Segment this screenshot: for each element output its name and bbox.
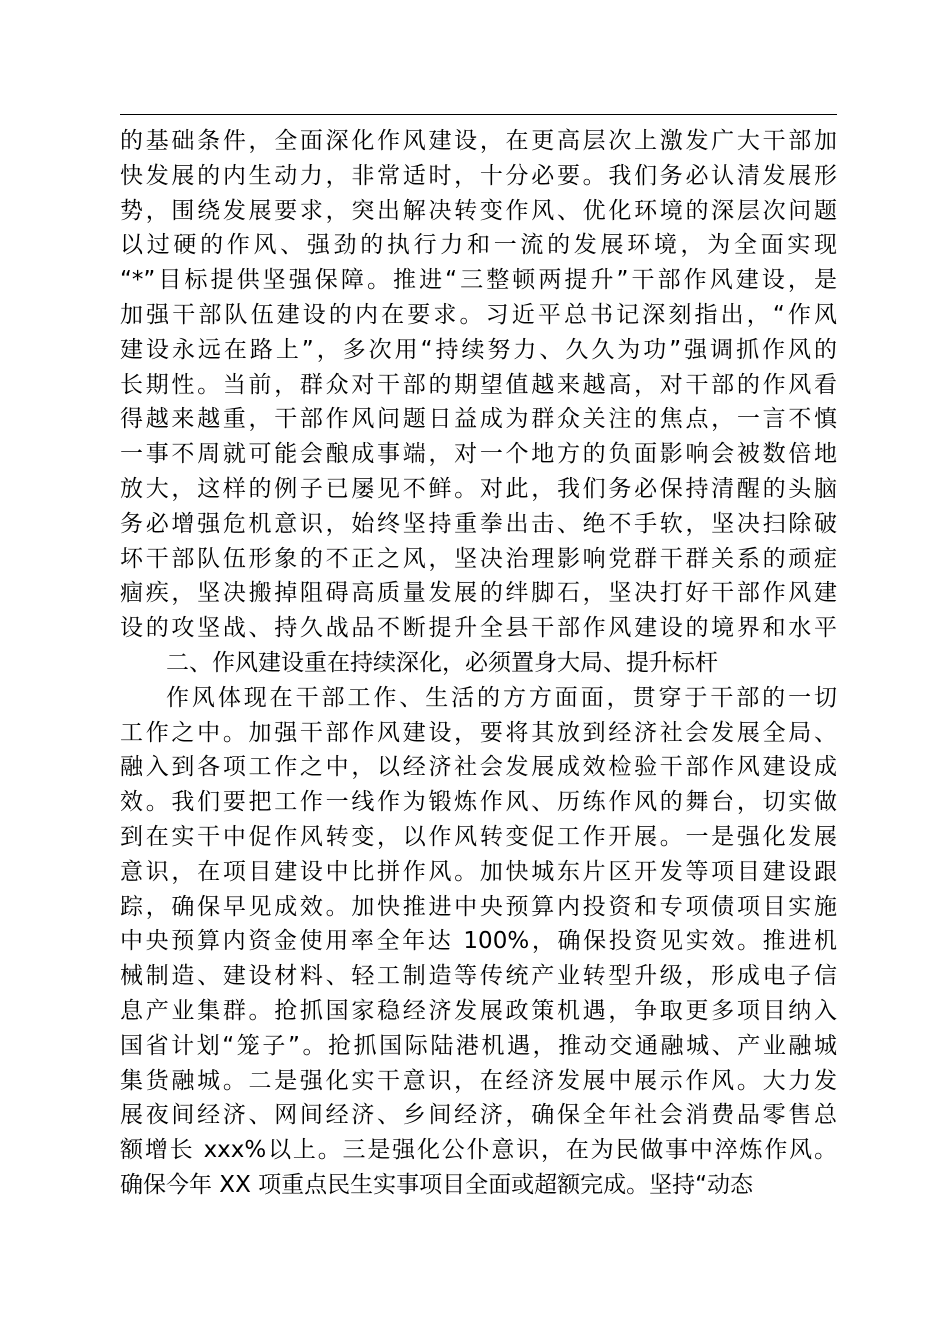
text-line: 设的攻坚战、持久战品不断提升全县干部作风建设的境界和水平 bbox=[120, 615, 837, 642]
text-line: 展夜间经济、网间经济、乡间经济，确保全年社会消费品零售总 bbox=[120, 1102, 837, 1129]
text-line: 务必增强危机意识，始终坚持重拳出击、绝不手软，坚决扫除破 bbox=[120, 510, 837, 537]
text-line: 以过硬的作风、强劲的执行力和一流的发展环境，为全面实现 bbox=[120, 232, 837, 259]
text-line: 快发展的内生动力，非常适时，十分必要。我们务必认清发展形 bbox=[120, 162, 837, 189]
text-line: 工作之中。加强干部作风建设，要将其放到经济社会发展全局、 bbox=[120, 719, 837, 746]
header-rule bbox=[120, 114, 837, 115]
text-line: 放大，这样的例子已屡见不鲜。对此，我们务必保持清醒的头脑 bbox=[120, 475, 837, 502]
text-line: 集货融城。二是强化实干意识，在经济发展中展示作风。大力发 bbox=[120, 1067, 837, 1094]
text-line: 确保今年 XX 项重点民生实事项目全面或超额完成。坚持“动态 bbox=[120, 1171, 754, 1198]
section-heading: 二、作风建设重在持续深化，必须置身大局、提升标杆 bbox=[166, 649, 718, 676]
text-line: 意识，在项目建设中比拼作风。加快城东片区开发等项目建设跟 bbox=[120, 858, 837, 885]
document-body bbox=[120, 124, 837, 1203]
text-line: 坏干部队伍形象的不正之风，坚决治理影响党群干群关系的顽症 bbox=[120, 545, 837, 572]
text-line: 的基础条件，全面深化作风建设，在更高层次上激发广大干部加 bbox=[120, 128, 837, 154]
text-line: 到在实干中促作风转变，以作风转变促工作开展。一是强化发展 bbox=[120, 823, 837, 850]
text-line: 效。我们要把工作一线作为锻炼作风、历练作风的舞台，切实做 bbox=[120, 789, 837, 816]
text-line: 作风体现在干部工作、生活的方方面面，贯穿于干部的一切 bbox=[166, 684, 837, 711]
text-line: 势，围绕发展要求，突出解决转变作风、优化环境的深层次问题 bbox=[120, 197, 837, 224]
text-line: 国省计划“笼子”。抢抓国际陆港机遇，推动交通融城、产业融城 bbox=[120, 1032, 837, 1059]
text-line: 息产业集群。抢抓国家稳经济发展政策机遇，争取更多项目纳入 bbox=[120, 997, 837, 1024]
text-line: 建设永远在路上”，多次用“持续努力、久久为功”强调抓作风的 bbox=[120, 336, 837, 363]
text-line: 得越来越重，干部作风问题日益成为群众关注的焦点，一言不慎 bbox=[120, 406, 837, 433]
text-line: 融入到各项工作之中，以经济社会发展成效检验干部作风建设成 bbox=[120, 754, 837, 781]
text-line: 加强干部队伍建设的内在要求。习近平总书记深刻指出，“作风 bbox=[120, 301, 837, 328]
text-line: 长期性。当前，群众对干部的期望值越来越高，对干部的作风看 bbox=[120, 371, 837, 398]
text-line: 械制造、建设材料、轻工制造等传统产业转型升级，形成电子信 bbox=[120, 963, 837, 990]
text-line: 中央预算内资金使用率全年达 100%，确保投资见实效。推进机 bbox=[120, 928, 837, 955]
text-line: 踪，确保早见成效。加快推进中央预算内投资和专项债项目实施 bbox=[120, 893, 837, 920]
text-line: 额增长 xxx%以上。三是强化公仆意识，在为民做事中淬炼作风。 bbox=[120, 1137, 837, 1164]
text-line: “*”目标提供坚强保障。推进“三整顿两提升”干部作风建设，是 bbox=[120, 267, 837, 294]
text-line: 痼疾，坚决搬掉阻碍高质量发展的绊脚石，坚决打好干部作风建 bbox=[120, 580, 837, 607]
text-line: 一事不周就可能会酿成事端，对一个地方的负面影响会被数倍地 bbox=[120, 441, 837, 468]
